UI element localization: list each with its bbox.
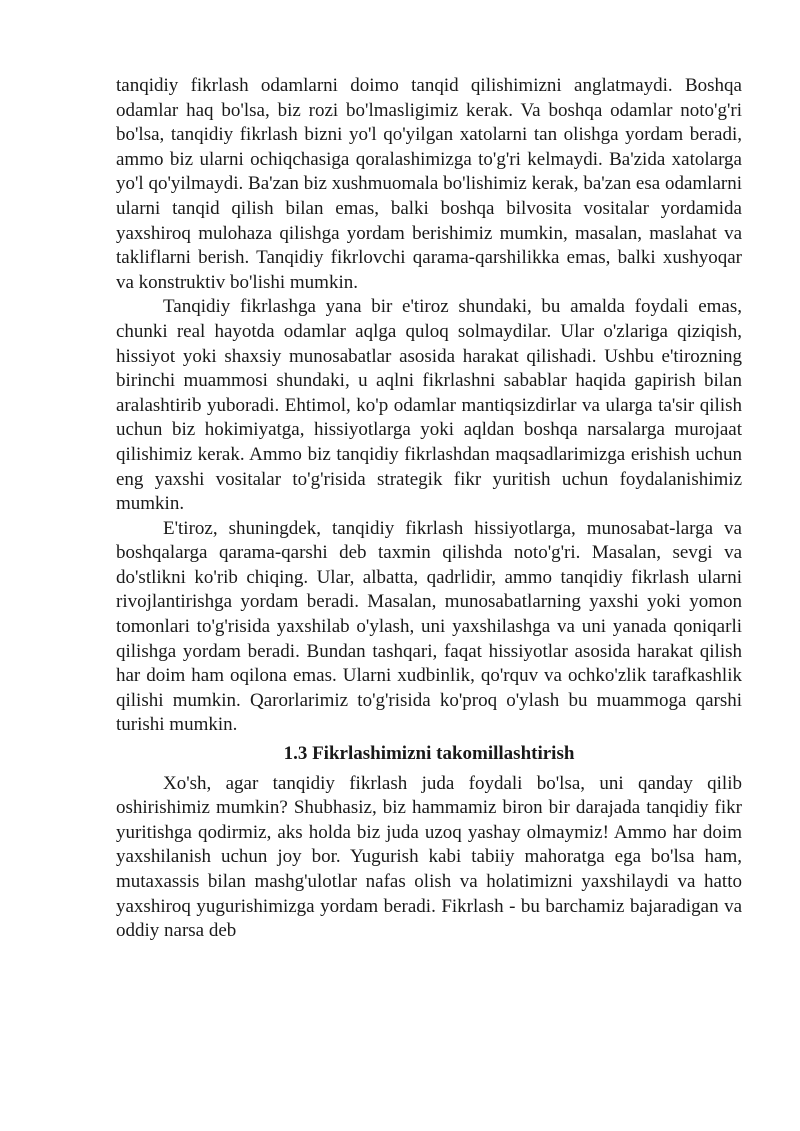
paragraph-etiroz-hissiyotlar: E'tiroz, shuningdek, tanqidiy fikrlash hissiyotlarga, munosabat-larga va boshqalarga qarama-qarshi deb taxmin qilishda noto'g'ri. Masalan, sevgi va do'stlikni ko'rib chiqing. Ular, albatta, qadrlidir, ammo tanqidiy fikrlash ularni rivojlantirishga yordam beradi. Masalan, munosabatlarning yaxshi yoki yomon tomonlari to'g'risida yaxshilab o'ylash, uni yaxshilashga va uni yanada qoniqarli qilishga yordam beradi. Bundan tashqari, faqat hissiyotlar asosida harakat qilish har doim ham oqilona emas. Ularni xudbinlik, qo'rquv va ochko'zlik tarafkashlik qilishi mumkin. Qarorlarimiz to'g'risida ko'proq o'ylash bu muammoga qarshi turishi mumkin. bbox=[116, 517, 742, 736]
paragraph-tanqidiy-fikrlash-intro: tanqidiy fikrlash odamlarni doimo tanqid qilishimizni anglatmaydi. Boshqa odamlar haq bo'lsa, biz rozi bo'lmasligimiz kerak. Va boshqa odamlar noto'g'ri bo'lsa, tanqidiy fikrlash bizni yo'l qo'yilgan xatolarni tan olishga yordam beradi, ammo biz ularni ochiqchasiga qoralashimizga to'g'ri kelmaydi. Ba'zida xatolarga yo'l qo'yilmaydi. Ba'zan biz xushmuomala bo'lishimiz kerak, ba'zan esa odamlarni ularni tanqid qilish bilan emas, balki boshqa bilvosita vositalar yordamida yaxshiroq mulohaza qilishga yordam berishimiz mumkin, masalan, maslahat va takliflarni berish. Tanqidiy fikrlovchi qarama-qarshilikka emas, balki xushyoqar va konstruktiv bo'lishi mumkin. bbox=[116, 75, 742, 293]
section-heading: 1.3 Fikrlashimizni takomillashtirish bbox=[283, 743, 575, 765]
paragraph-etiroz-amalda: Tanqidiy fikrlashga yana bir e'tiroz shundaki, bu amalda foydali emas, chunki real hayotda odamlar aqlga quloq solmaydilar. Ular o'zlariga qiziqish, hissiyot yoki shaxsiy munosabatlar asosida harakat qilishadi. Ushbu e'tirozning birinchi muammosi shundaki, u aqlni fikrlashni sabablar haqida gapirish bilan aralashtirib yuboradi. Ehtimol, ko'p odamlar mantiqsizdirlar va ularga ta'sir qilish uchun biz hokimiyatga, hissiyotlarga yoki aqldan boshqa narsalarga murojaat qilishimiz kerak. Ammo biz tanqidiy fikrlashdan maqsadlarimizga erishish uchun eng yaxshi vositalar to'g'risida strategik fikr yuritish uchun foydalanishimiz mumkin. bbox=[116, 296, 742, 515]
paragraph-xosh: Xo'sh, agar tanqidiy fikrlash juda foydali bo'lsa, uni qanday qilib oshirishimiz mumkin? Shubhasiz, biz hammamiz biron bir darajada tanqidiy fikr yuritishga qodirmiz, aks holda biz juda uzoq yashay olmaymiz! Ammo har doim yaxshilanish uchun joy bor. Yugurish kabi tabiiy mahoratga ega bo'lsa ham, mutaxassis bilan mashg'ulotlar nafas olish va holatimizni yaxshilaydi va hatto yaxshiroq yugurishimizga yordam beradi. Fikrlash - bu barchamiz bajaradigan va oddiy narsa deb bbox=[116, 772, 742, 942]
document-page bbox=[116, 74, 742, 944]
